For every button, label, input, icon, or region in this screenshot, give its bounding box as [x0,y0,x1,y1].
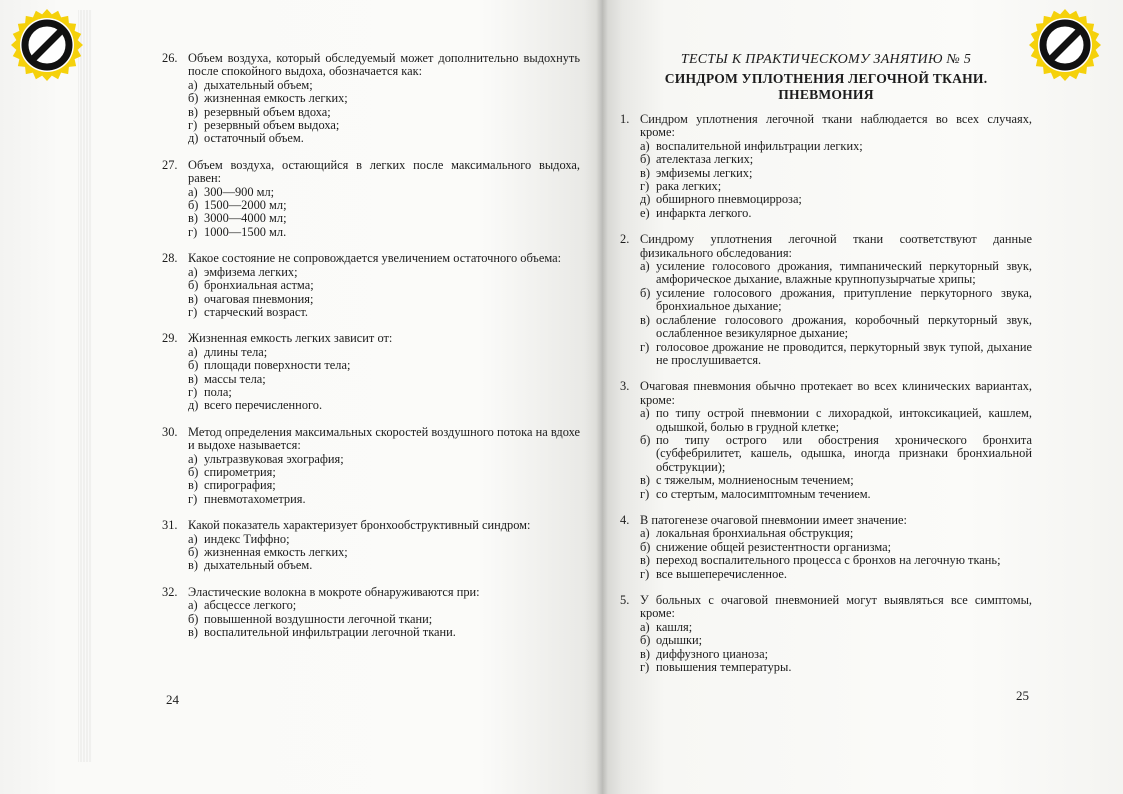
answer-option-text: повышения температуры. [656,660,792,675]
answer-option-text: повышенной воздушности легочной ткани; [204,611,433,626]
answer-option-letter: б) [188,358,199,373]
answer-option-text: очаговая пневмония; [204,291,314,306]
question-number: 29. [162,331,178,346]
answer-option [188,546,580,559]
answer-option [188,92,580,105]
question-head [162,426,580,453]
answer-option [188,386,580,399]
question-number: 31. [162,518,178,533]
answer-option-text: эмфиземы легких; [656,165,753,180]
answer-option [640,634,1032,647]
answer-option [188,599,580,612]
section-header-subtitle: ТЕСТЫ К ПРАКТИЧЕСКОМУ ЗАНЯТИЮ № 5 [680,52,972,67]
answer-option [188,466,580,479]
answer-option [188,559,580,572]
question-text: Объем воздуха, остающийся в легких после максимального выдоха, равен: [188,157,580,186]
answer-options [162,79,580,146]
page-edges [78,10,92,762]
question-text: Синдром уплотнения легочной ткани наблюдается во всех случаях, кроме: [640,112,1032,140]
answer-options [162,266,580,320]
answer-option-letter: а) [640,406,650,421]
answer-option-letter: б) [188,91,199,106]
answer-option [640,287,1032,314]
answer-option-letter: г) [640,566,650,581]
answer-option-letter: в) [640,553,650,568]
answer-option-text: снижение общей резистентности организма; [656,539,892,554]
answer-option [640,207,1032,220]
question-head [162,252,580,265]
question-item [162,586,580,640]
right-questions [620,113,1032,674]
answer-option-text: все вышеперечисленное. [656,566,788,581]
answer-option-text: спирометрия; [204,464,276,479]
answer-option-letter: а) [188,451,198,466]
question-number: 32. [162,584,178,599]
answer-option-text: спирография; [204,478,276,493]
answer-option-letter: в) [188,104,198,119]
answer-option [188,346,580,359]
answer-option-text: по типу острого или обострения хронического бронхита (субфебрилитет, кашель, одышка, иногда признаки бронхиальной обструкции); [656,432,1032,474]
answer-option-letter: г) [640,660,650,675]
answer-option [640,541,1032,554]
question-head [162,519,580,532]
answer-option-letter: в) [640,473,650,488]
answer-option [188,613,580,626]
answer-option [640,554,1032,567]
answer-option-text: обширного пневмоцирроза; [656,192,802,207]
answer-option-text: резервный объем выдоха; [204,118,340,133]
answer-option [188,399,580,412]
answer-option-text: абсцессе легкого; [204,598,297,613]
answer-option-text: 1000—1500 мл. [204,224,287,239]
question-text: У больных с очаговой пневмонией могут выявляться все симптомы, кроме: [640,593,1032,621]
answer-option [640,527,1032,540]
question-head [162,586,580,599]
answer-options [162,186,580,240]
answer-option-text: переход воспалительного процесса с бронхов на легочную ткань; [656,553,1001,568]
question-number: 3. [620,379,630,394]
answer-option-text: эмфизема легких; [204,264,298,279]
answer-option-text: резервный объем вдоха; [204,104,331,119]
answer-options [620,527,1032,581]
section-header-title: СИНДРОМ УПЛОТНЕНИЯ ЛЕГОЧНОЙ ТКАНИ. ПНЕВМОНИЯ [664,71,988,102]
question-text: Какое состояние не сопровождается увеличением остаточного объема: [188,251,562,266]
answer-option [640,167,1032,180]
question-item [620,113,1032,220]
question-item [162,52,580,146]
answer-option-text: усиление голосового дрожания, притупление перкуторного звука, бронхиальное дыхание; [656,285,1032,314]
answer-option-letter: в) [188,291,198,306]
question-item [162,519,580,573]
question-text: Эластические волокна в мокроте обнаруживаются при: [188,584,480,599]
answer-option [640,474,1032,487]
no-sign-icon [10,8,84,82]
answer-option-text: старческий возраст. [204,304,309,319]
answer-option [188,373,580,386]
answer-options [162,599,580,639]
question-text: Очаговая пневмония обычно протекает во всех клинических вариантах, кроме: [640,379,1032,407]
answer-option-text: бронхиальная астма; [204,278,314,293]
answer-option-letter: б) [640,432,651,447]
answer-option [188,106,580,119]
question-item [620,380,1032,501]
answer-option [640,434,1032,474]
answer-option-letter: б) [188,198,199,213]
answer-option [188,359,580,372]
page-number-right: 25 [1016,688,1029,703]
answer-option [640,193,1032,206]
answer-option-letter: д) [188,131,199,146]
answer-option [188,132,580,145]
answer-option [188,453,580,466]
question-number: 1. [620,112,630,126]
answer-option [188,186,580,199]
answer-option-text: диффузного цианоза; [656,646,769,661]
answer-option-text: жизненная емкость легких; [204,545,348,559]
answer-options [620,260,1032,367]
answer-option-text: кашля; [656,619,693,634]
answer-option-text: остаточный объем. [204,131,304,146]
answer-option-text: площади поверхности тела; [204,358,351,373]
answer-option-letter: б) [188,464,199,479]
answer-option-letter: в) [188,371,198,386]
right-questions-column [620,52,1032,687]
answer-option-letter: в) [640,312,650,327]
answer-options [162,346,580,413]
question-head [620,113,1032,140]
answer-option-text: пола; [204,384,232,399]
answer-option-letter: г) [188,118,198,133]
answer-option [640,568,1032,581]
question-head [620,380,1032,407]
answer-option [188,226,580,239]
question-number: 2. [620,232,630,247]
answer-option [188,119,580,132]
answer-option-letter: в) [188,211,198,226]
answer-option-letter: е) [640,205,650,220]
answer-option-letter: а) [188,531,198,546]
answer-option-text: инфаркта легкого. [656,205,752,220]
answer-option-letter: д) [188,398,199,413]
answer-option-letter: а) [188,264,198,279]
answer-options [162,453,580,507]
answer-option [640,260,1032,287]
answer-options [620,407,1032,501]
answer-option-letter: г) [640,179,650,194]
answer-option-letter: в) [640,165,650,180]
answer-option-text: ультразвуковая эхография; [204,451,344,466]
answer-option-letter: а) [640,526,650,541]
answer-option [640,314,1032,341]
question-text: Какой показатель характеризует бронхообструктивный синдром: [188,518,531,533]
answer-options [620,621,1032,675]
question-head [620,594,1032,621]
answer-option-text: длины тела; [204,344,268,359]
question-text: Метод определения максимальных скоростей воздушного потока на вдохе и выдохе называется: [188,424,580,453]
answer-option-text: одышки; [656,633,703,648]
answer-option-letter: б) [640,633,651,648]
question-item [162,159,580,239]
question-head [620,233,1032,260]
answer-option-letter: в) [640,646,650,661]
left-questions [162,52,580,652]
answer-option-text: дыхательный объем. [204,558,313,573]
question-text: В патогенезе очаговой пневмонии имеет значение: [640,512,907,527]
question-number: 28. [162,251,178,266]
question-item [162,426,580,506]
answer-option-letter: г) [640,339,650,354]
answer-option-text: ослабление голосового дрожания, коробочный перкуторный звук, ослабленное везикулярное дыхание; [656,312,1032,341]
question-head [162,159,580,186]
answer-option-letter: в) [188,478,198,493]
question-number: 5. [620,593,630,607]
question-text: Жизненная емкость легких зависит от: [188,331,393,346]
no-sign-icon [1028,8,1102,82]
question-head [620,514,1032,527]
answer-option-text: воспалительной инфильтрации легочной ткани. [204,625,456,640]
question-head [162,52,580,79]
question-text: Синдрому уплотнения легочной ткани соответствуют данные физикального обследования: [640,232,1032,260]
answer-option-letter: а) [640,619,650,634]
answer-option [188,279,580,292]
answer-option [188,626,580,639]
question-text: Объем воздуха, который обследуемый может дополнительно выдохнуть после спокойного выдоха, обозначается как: [188,51,580,79]
answer-options [620,140,1032,220]
question-number: 4. [620,512,630,527]
answer-option [640,621,1032,634]
answer-option [188,199,580,212]
answer-option [188,533,580,546]
answer-option-letter: г) [188,304,198,319]
question-item [162,252,580,319]
answer-option-text: всего перечисленного. [204,398,323,413]
answer-option-letter: г) [188,491,198,506]
answer-option-text: по типу острой пневмонии с лихорадкой, интоксикацией, кашлем, одышкой, болью в грудной клетке; [656,406,1032,434]
answer-option-letter: г) [640,486,650,501]
answer-option [188,293,580,306]
answer-option-text: 300—900 мл; [204,184,275,199]
answer-option [640,648,1032,661]
answer-option-letter: в) [188,558,198,573]
answer-option-text: локальная бронхиальная обструкция; [656,526,854,541]
answer-option-text: голосовое дрожание не проводится, перкуторный звук тупой, дыхание не прослушивается. [656,339,1032,367]
answer-option [640,341,1032,368]
answer-option [640,488,1032,501]
question-number: 26. [162,51,178,65]
question-item [620,594,1032,674]
answer-option-letter: б) [188,278,199,293]
answer-option [188,266,580,279]
page-number-left: 24 [166,692,179,707]
answer-option-text: индекс Тиффно; [204,531,290,546]
answer-option-letter: а) [640,138,650,153]
answer-option-letter: г) [188,384,198,399]
answer-option-text: пневмотахометрия. [204,491,306,506]
answer-option-letter: б) [640,152,651,167]
answer-option-letter: б) [640,285,651,300]
question-item [620,514,1032,581]
answer-option [640,153,1032,166]
answer-option-letter: в) [188,625,198,640]
answer-option-letter: а) [640,259,650,274]
answer-option-text: ателектаза легких; [656,152,754,167]
answer-option [188,79,580,92]
answer-option [640,661,1032,674]
answer-option [188,306,580,319]
answer-option-text: жизненная емкость легких; [204,91,348,106]
answer-option [188,212,580,225]
answer-option-text: рака легких; [656,179,722,194]
answer-option-text: со стертым, малосимптомным течением. [656,486,871,501]
answer-option-text: усиление голосового дрожания, тимпанический перкуторный звук, амфорическое дыхание, влажные крупнопузырчатые хрипы; [656,259,1032,287]
answer-option-text: дыхательный объем; [204,77,313,92]
answer-option-letter: а) [188,77,198,92]
answer-option [188,493,580,506]
question-item [162,332,580,412]
answer-option [640,180,1032,193]
answer-option-text: воспалительной инфильтрации легких; [656,138,863,153]
answer-option-letter: д) [640,192,651,207]
question-number: 30. [162,424,178,439]
book-gutter [596,0,608,794]
question-number: 27. [162,157,178,172]
question-head [162,332,580,345]
answer-option-letter: г) [188,224,198,239]
answer-option [188,479,580,492]
answer-option-letter: б) [188,611,199,626]
answer-options [162,533,580,573]
answer-option-letter: б) [640,539,651,554]
answer-option-letter: а) [188,598,198,613]
answer-option-text: 1500—2000 мл; [204,198,287,213]
answer-option-letter: б) [188,545,199,559]
question-item [620,233,1032,367]
answer-option [640,140,1032,153]
section-header [620,52,1032,103]
answer-option-text: массы тела; [204,371,266,386]
answer-option-letter: а) [188,184,198,199]
answer-option [640,407,1032,434]
answer-option-text: 3000—4000 мл; [204,211,287,226]
answer-option-text: с тяжелым, молниеносным течением; [656,473,854,488]
answer-option-letter: а) [188,344,198,359]
